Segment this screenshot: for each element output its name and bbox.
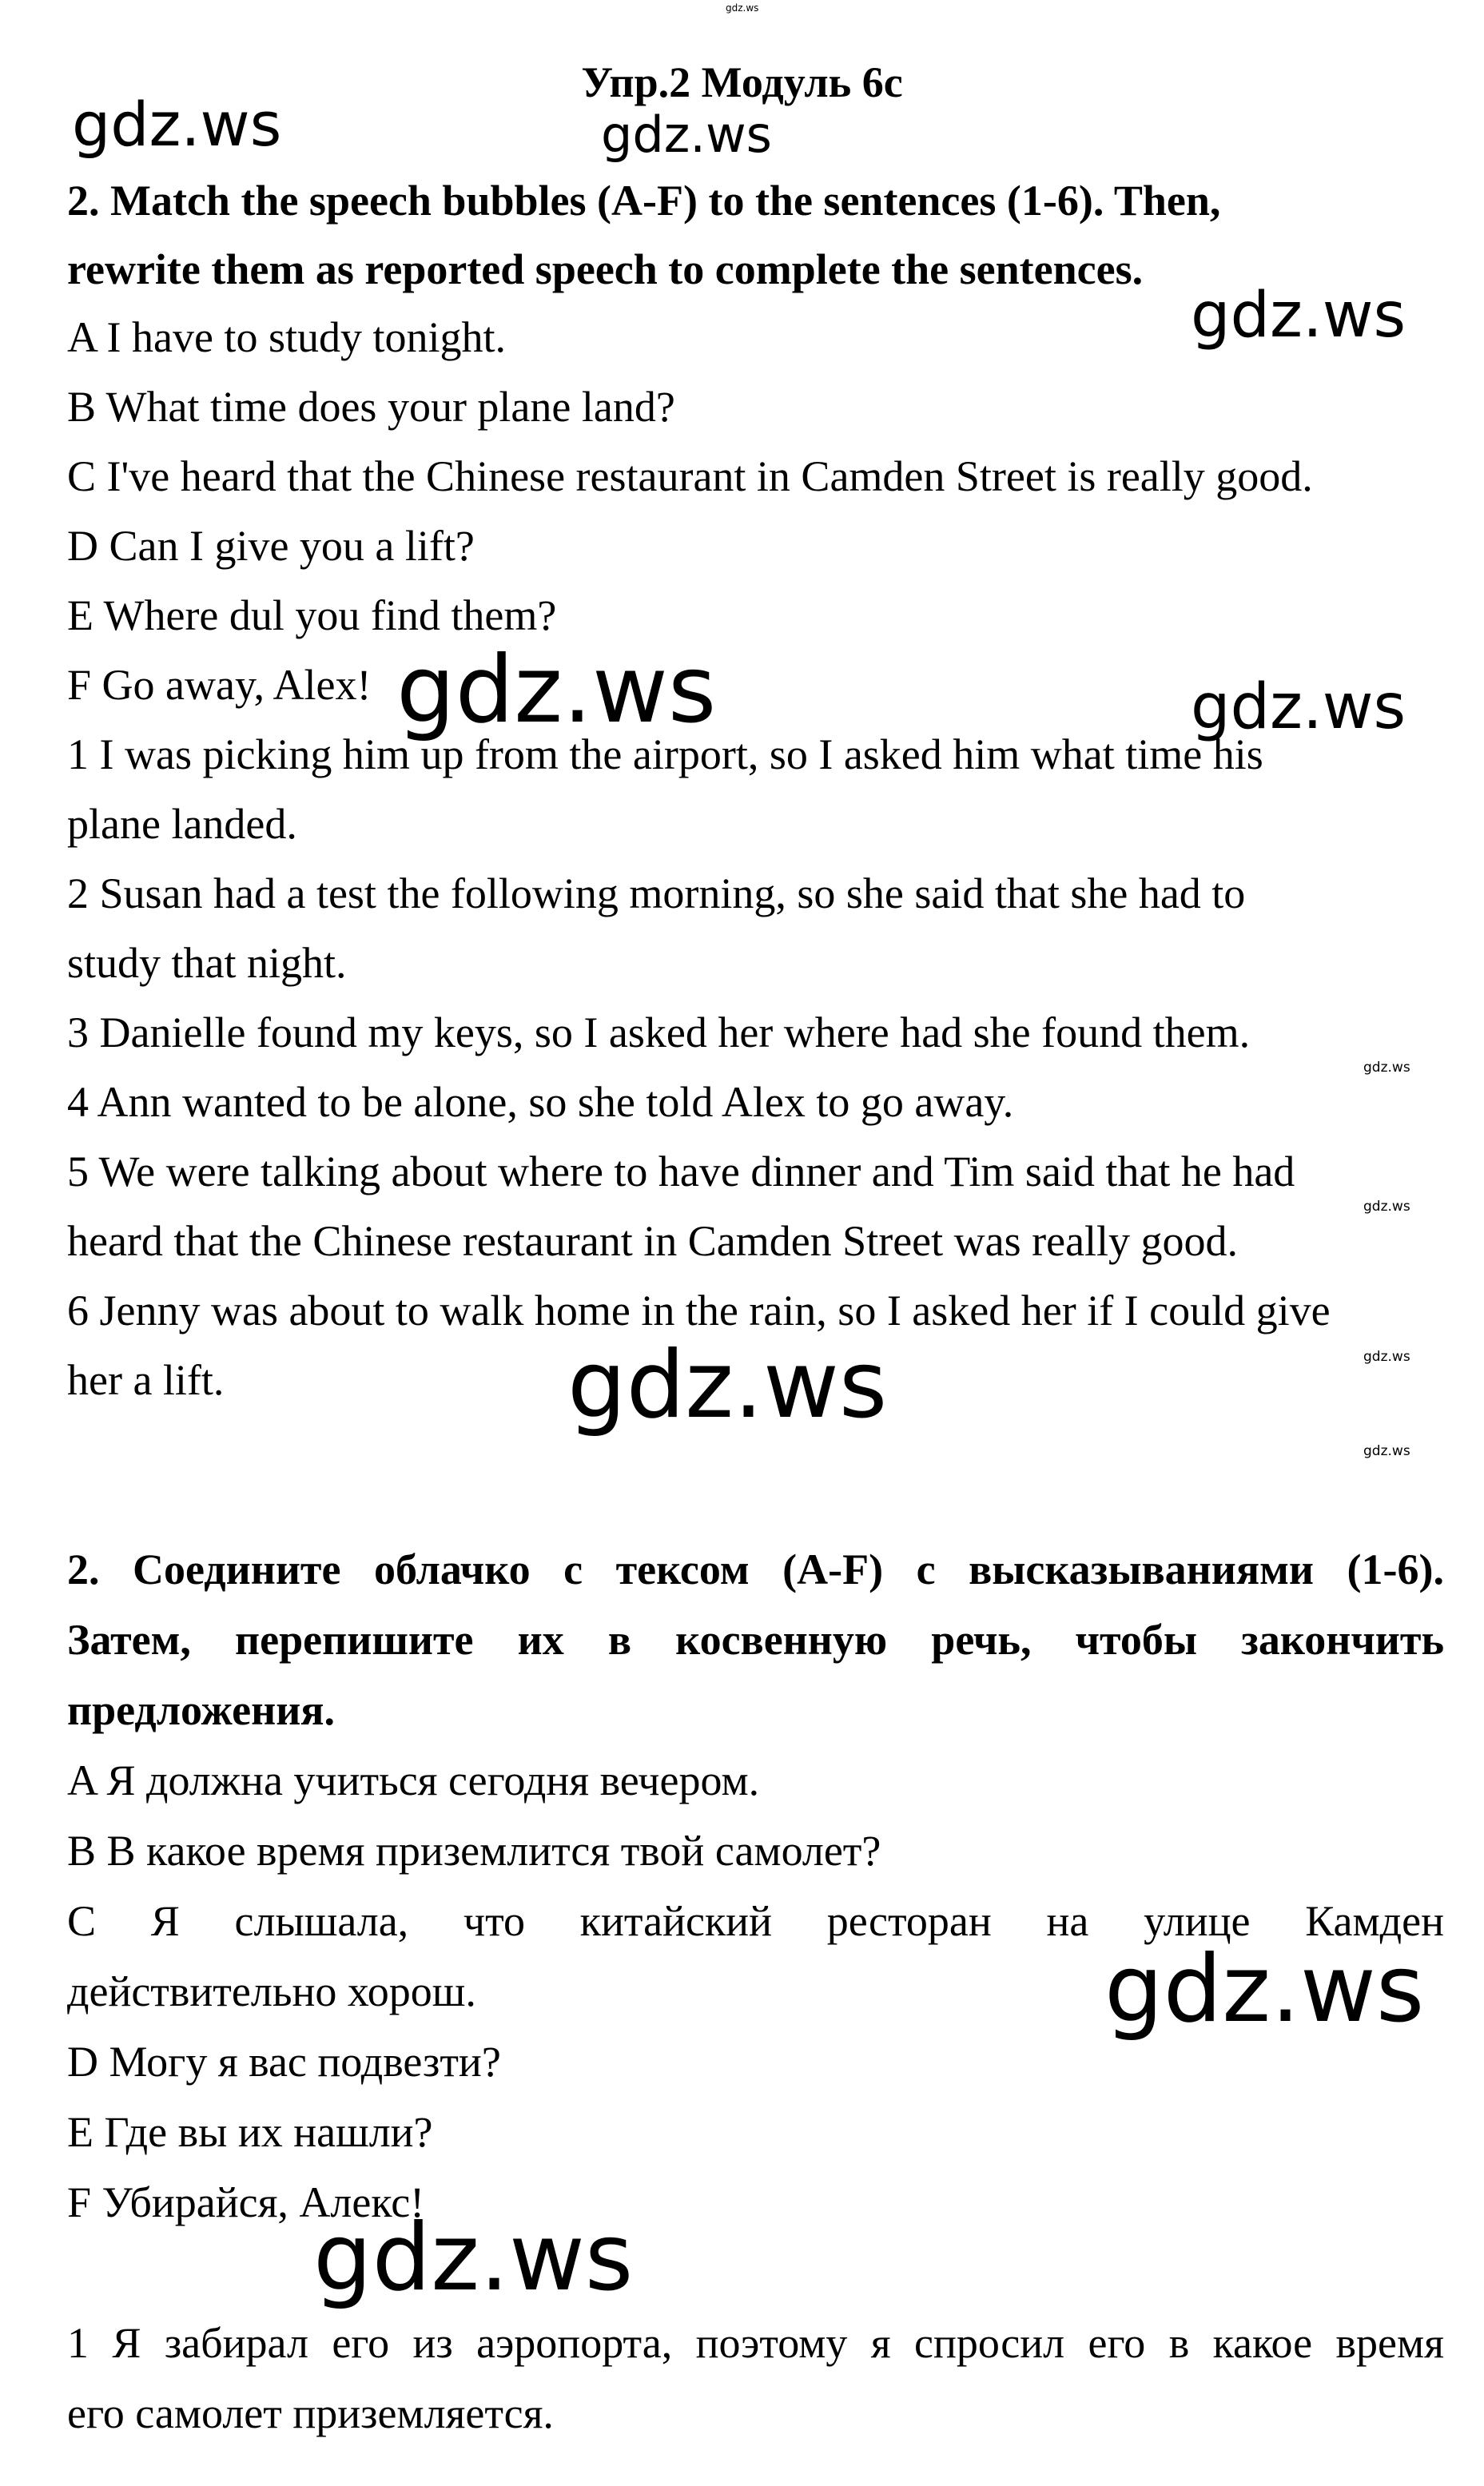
- russian-line-1b: его самолет приземляется.: [67, 2389, 554, 2437]
- watermark-tiny-top: gdz.ws: [726, 2, 759, 14]
- watermark-6: gdz.ws: [567, 1331, 888, 1439]
- russian-line-1a: 1 Я забирал его из аэропорта, поэтому я спросил его в какое время: [67, 2319, 1444, 2367]
- russian-line-c1: C Я слышала, что китайский ресторан на улице Камден: [67, 1897, 1444, 1945]
- russian-line-e: E Где вы их нашли?: [67, 2108, 433, 2156]
- english-line-2a: 2 Susan had a test the following morning, so she said that she had to: [67, 869, 1246, 917]
- watermark-tiny-1: gdz.ws: [1363, 1060, 1410, 1076]
- english-line-f: F Go away, Alex!: [67, 661, 372, 709]
- english-line-1a: 1 I was picking him up from the airport, so I asked him what time his: [67, 730, 1263, 778]
- watermark-tiny-2: gdz.ws: [1363, 1199, 1410, 1215]
- watermark-tiny-4: gdz.ws: [1363, 1443, 1410, 1459]
- watermark-7: gdz.ws: [1104, 1935, 1425, 2043]
- english-line-4: 4 Ann wanted to be alone, so she told Alex to go away.: [67, 1078, 1014, 1126]
- english-line-c: C I've heard that the Chinese restaurant in Camden Street is really good.: [67, 452, 1313, 500]
- english-line-1b: plane landed.: [67, 800, 297, 848]
- watermark-5: gdz.ws: [1191, 671, 1406, 743]
- russian-instruction-line-2: Затем, перепишите их в косвенную речь, чтобы закончить: [67, 1616, 1444, 1664]
- english-line-e: E Where dul you find them?: [67, 591, 557, 639]
- english-line-3: 3 Danielle found my keys, so I asked her where had she found them.: [67, 1008, 1251, 1056]
- watermark-8: gdz.ws: [313, 2204, 634, 2312]
- exercise-title: Упр.2 Модуль 6c: [581, 58, 903, 106]
- english-line-2b: study that night.: [67, 939, 347, 987]
- english-text-block: [67, 303, 1458, 1415]
- english-line-6a: 6 Jenny was about to walk home in the rain, so I asked her if I could give: [67, 1287, 1331, 1334]
- english-line-b: B What time does your plane land?: [67, 383, 675, 431]
- english-instruction-line-1: 2. Match the speech bubbles (A-F) to the sentences (1-6). Then,: [67, 177, 1221, 225]
- english-line-5b: heard that the Chinese restaurant in Camden Street was really good.: [67, 1217, 1239, 1265]
- english-line-5a: 5 We were talking about where to have dinner and Tim said that he had: [67, 1148, 1295, 1195]
- watermark-2: gdz.ws: [601, 105, 772, 164]
- russian-text-block: [67, 1745, 1444, 2448]
- watermark-1: gdz.ws: [72, 89, 282, 160]
- russian-line-a: A Я должна учиться сегодня вечером.: [67, 1756, 760, 1804]
- russian-instruction-line-1: 2. Соедините облачко с тексом (A-F) с высказываниями (1-6).: [67, 1545, 1444, 1593]
- russian-line-c2: действительно хорош.: [67, 1967, 476, 2015]
- russian-line-d: D Могу я вас подвезти?: [67, 2038, 501, 2086]
- english-line-6b: her a lift.: [67, 1356, 225, 1404]
- russian-instruction-line-3: предложения.: [67, 1686, 336, 1734]
- english-instruction-line-2: rewrite them as reported speech to complete the sentences.: [67, 245, 1144, 293]
- watermark-tiny-3: gdz.ws: [1363, 1349, 1410, 1365]
- english-line-a: A I have to study tonight.: [67, 313, 506, 361]
- watermark-4: gdz.ws: [396, 636, 717, 744]
- watermark-3: gdz.ws: [1191, 280, 1406, 352]
- russian-line-gap: [67, 2237, 1444, 2308]
- russian-line-f: F Убирайся, Алекс!: [67, 2178, 425, 2226]
- russian-line-b: B В какое время приземлится твой самолет?: [67, 1827, 881, 1875]
- english-line-d: D Can I give you a lift?: [67, 522, 475, 570]
- russian-instruction: [67, 1534, 1444, 1745]
